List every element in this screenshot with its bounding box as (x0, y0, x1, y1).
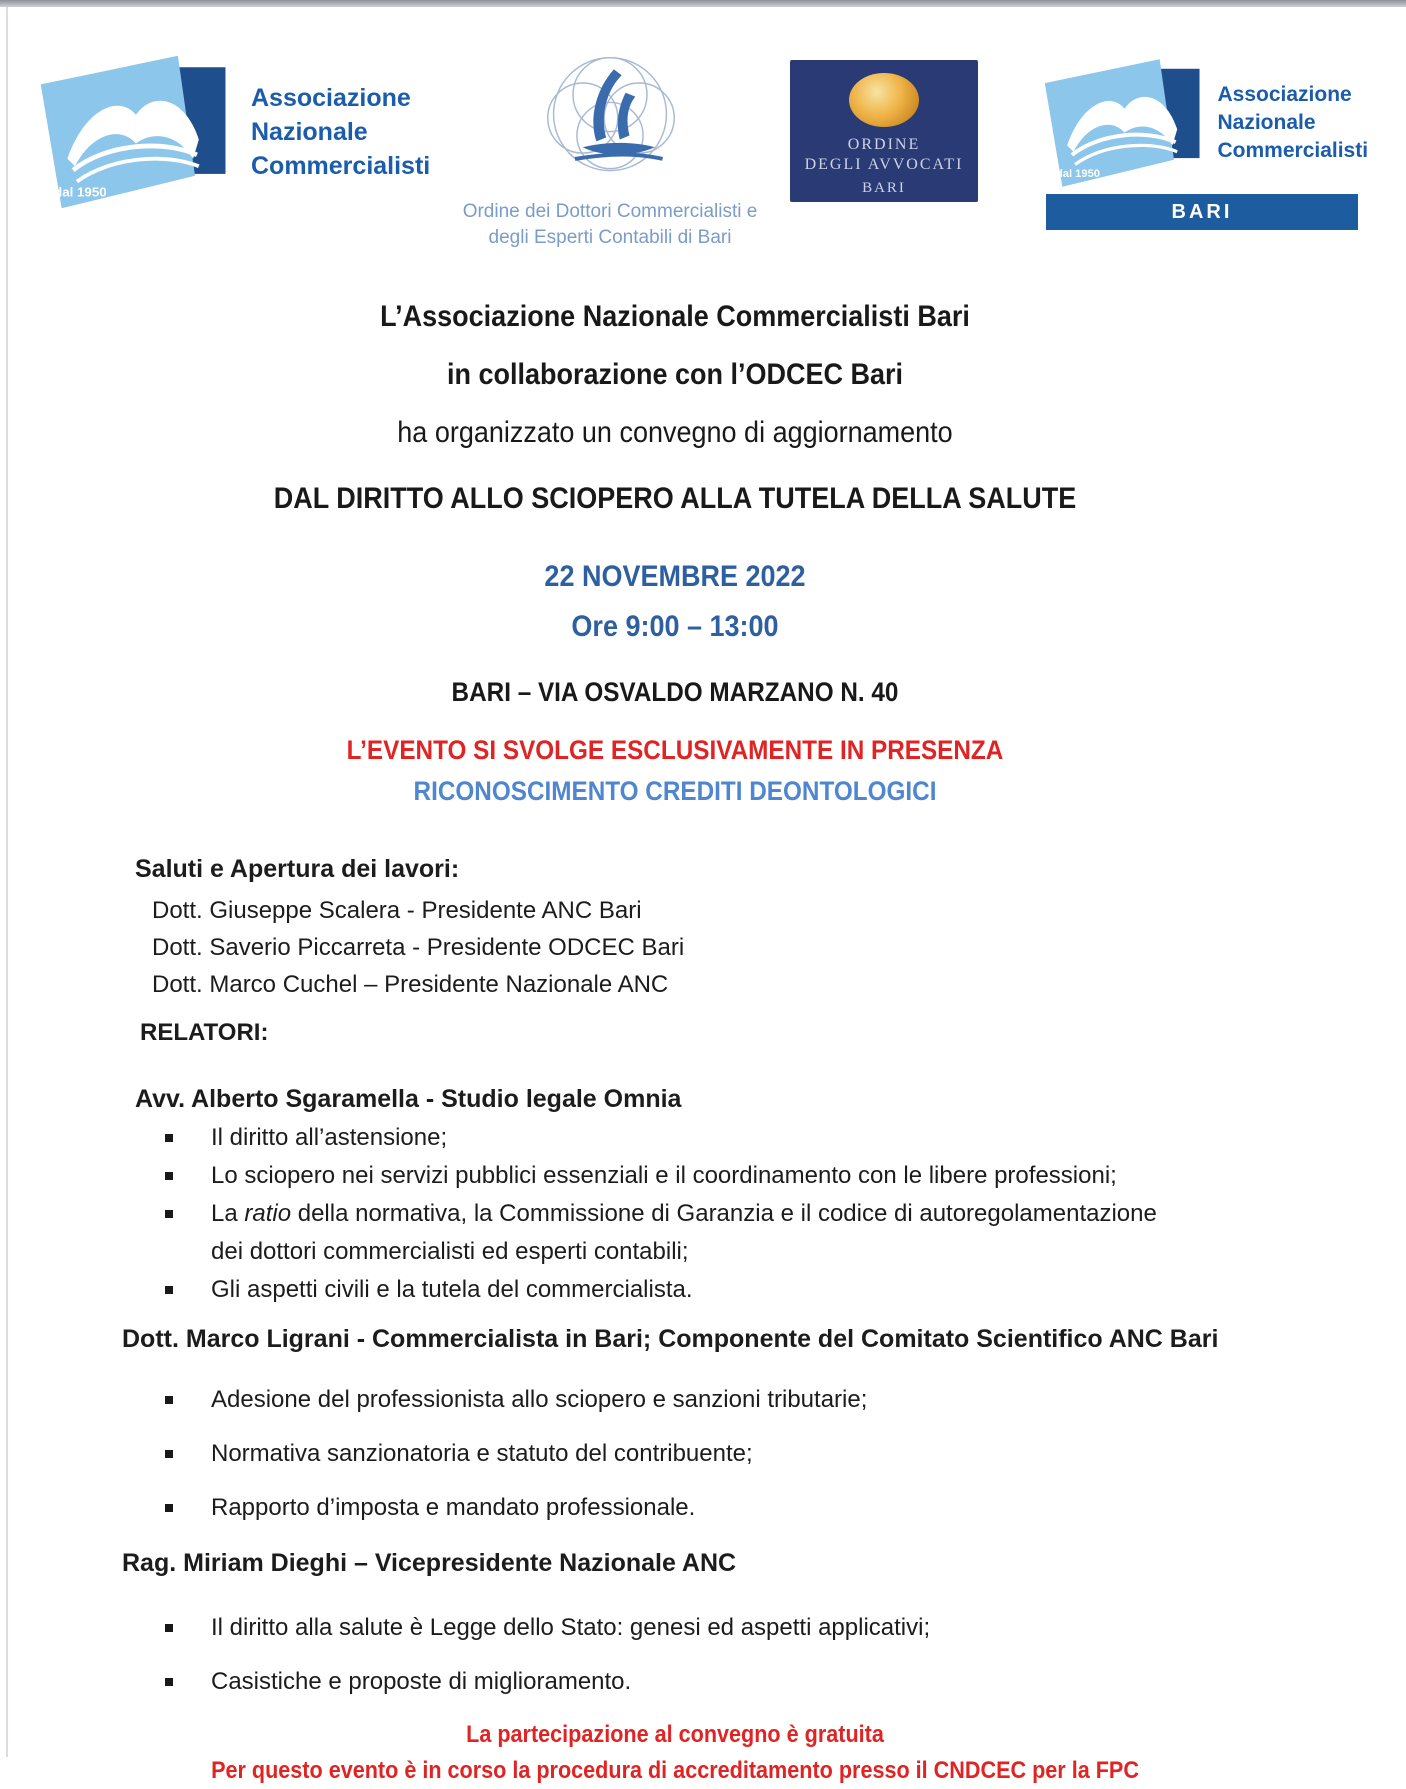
topic-item (0, 1195, 1350, 1271)
anc-logo (35, 52, 430, 212)
topics-list (0, 1119, 1350, 1309)
page-left-edge (6, 7, 8, 1757)
avvocati-line: BARI (862, 180, 906, 196)
topic-item (0, 1489, 1350, 1527)
odcec-caption (450, 199, 770, 251)
topics-list (0, 1609, 1350, 1701)
topic-text-part: La (211, 1200, 245, 1227)
flyer-content (0, 288, 1350, 1789)
bullet-marker (165, 1172, 173, 1180)
anc-bari-bar: BARI (1046, 194, 1358, 230)
topic-text: Gli aspetti civili e la tutela del commercialista. (211, 1276, 693, 1303)
gold-medallion-icon (849, 73, 919, 127)
avvocati-line: ORDINE (847, 136, 921, 153)
avvocati-logo-text (805, 135, 964, 198)
avvocati-line: DEGLI AVVOCATI (804, 156, 964, 173)
bullet-marker (165, 1678, 173, 1686)
anc-logo-line: Nazionale (251, 118, 368, 146)
greetings-heading: Saluti e Apertura dei lavori: (135, 855, 460, 883)
anc-logo-line: Commercialisti (251, 152, 431, 180)
anc-logo-line: Associazione (251, 84, 411, 112)
bullet-marker (165, 1624, 173, 1632)
event-date: 22 NOVEMBRE 2022 (544, 560, 806, 593)
topic-text: Adesione del professionista allo sciopero e sanzioni tributarie; (211, 1386, 868, 1413)
anc-bari-open-book-icon (1040, 56, 1208, 190)
header-logos (0, 0, 1406, 252)
topic-item (0, 1663, 1350, 1701)
odcec-caption-line: degli Esperti Contabili di Bari (488, 227, 732, 248)
intro-line-3: ha organizzato un convegno di aggiornamento (397, 416, 953, 449)
bullet-marker (165, 1450, 173, 1458)
anc-badge-text: dal 1950 (54, 184, 107, 200)
bullet-marker (165, 1396, 173, 1404)
topic-text: Casistiche e proposte di miglioramento. (211, 1668, 632, 1695)
anc-bari-logo (1040, 56, 1369, 230)
topic-item (0, 1381, 1350, 1419)
bullet-marker (165, 1210, 173, 1218)
notice-in-person: L’EVENTO SI SVOLGE ESCLUSIVAMENTE IN PRESENZA (346, 735, 1004, 765)
odcec-caption-line: Ordine dei Dottori Commercialisti e (462, 201, 758, 222)
topic-item (0, 1271, 1350, 1309)
greetings-person: Dott. Saverio Piccarreta - Presidente ODCEC Bari (152, 934, 685, 961)
topic-text: Rapporto d’imposta e mandato professionale. (211, 1494, 696, 1521)
speaker-name: Dott. Marco Ligrani - Commercialista in Bari; Componente del Comitato Scientifico ANC Bari (122, 1325, 1219, 1353)
intro-block (0, 288, 1350, 462)
odcec-logo (450, 46, 770, 251)
topic-item (0, 1119, 1350, 1157)
topics-list (0, 1381, 1350, 1527)
intro-line-2: in collaborazione con l’ODCEC Bari (446, 358, 904, 391)
topic-item (0, 1157, 1350, 1195)
speaker-name: Rag. Miriam Dieghi – Vicepresidente Nazionale ANC (122, 1549, 737, 1577)
speakers-heading: RELATORI: (140, 1019, 269, 1046)
topic-text-part: della normativa, la Commissione di Garanzia e il codice di autoregolamentazione dei dottori commercialisti ed esperti contabili; (211, 1200, 1157, 1265)
bullet-marker (165, 1286, 173, 1294)
notice-credits: RICONOSCIMENTO CREDITI DEONTOLOGICI (413, 776, 937, 806)
anc-open-book-icon (35, 52, 235, 212)
topic-item (0, 1609, 1350, 1647)
topic-text: Lo sciopero nei servizi pubblici essenziali e il coordinamento con le libere professioni; (211, 1162, 1117, 1189)
event-time: Ore 9:00 – 13:00 (571, 610, 779, 643)
greetings-people (0, 892, 1350, 1003)
anc-bari-badge-text: dal 1950 (1055, 168, 1100, 181)
footer-line-2: Per questo evento è in corso la procedura di accreditamento presso il CNDCEC per la FPC (211, 1757, 1139, 1784)
anc-bari-logo-line: Commercialisti (1217, 139, 1369, 162)
anc-bari-logo-line: Associazione (1217, 83, 1352, 106)
greetings-person: Dott. Giuseppe Scalera - Presidente ANC Bari (152, 897, 642, 924)
bullet-marker (165, 1504, 173, 1512)
topic-text: Il diritto all’astensione; (211, 1124, 448, 1151)
bullet-marker (165, 1134, 173, 1142)
topic-text (211, 1195, 1191, 1271)
event-title: DAL DIRITTO ALLO SCIOPERO ALLA TUTELA DELLA SALUTE (273, 482, 1077, 515)
topic-text-italic: ratio (244, 1200, 292, 1227)
avvocati-logo (790, 60, 978, 202)
topic-text: Normativa sanzionatoria e statuto del contribuente; (211, 1440, 753, 1467)
notices-block (0, 730, 1350, 812)
topic-item (0, 1435, 1350, 1473)
intro-line-1: L’Associazione Nazionale Commercialisti Bari (380, 300, 970, 333)
anc-bari-logo-line: Nazionale (1217, 111, 1316, 134)
speaker-name: Avv. Alberto Sgaramella - Studio legale Omnia (135, 1085, 682, 1113)
greetings-person: Dott. Marco Cuchel – Presidente Nazionale ANC (152, 971, 669, 998)
odcec-ship-icon (526, 46, 694, 192)
topic-text: Il diritto alla salute è Legge dello Stato: genesi ed aspetti applicativi; (211, 1614, 931, 1641)
anc-logo-text (251, 81, 430, 183)
anc-bari-logo-text (1218, 81, 1369, 165)
footer-notice (0, 1717, 1350, 1789)
event-location: BARI – VIA OSVALDO MARZANO N. 40 (451, 677, 899, 707)
event-datetime (0, 552, 1350, 652)
footer-line-1: La partecipazione al convegno è gratuita (466, 1721, 884, 1748)
